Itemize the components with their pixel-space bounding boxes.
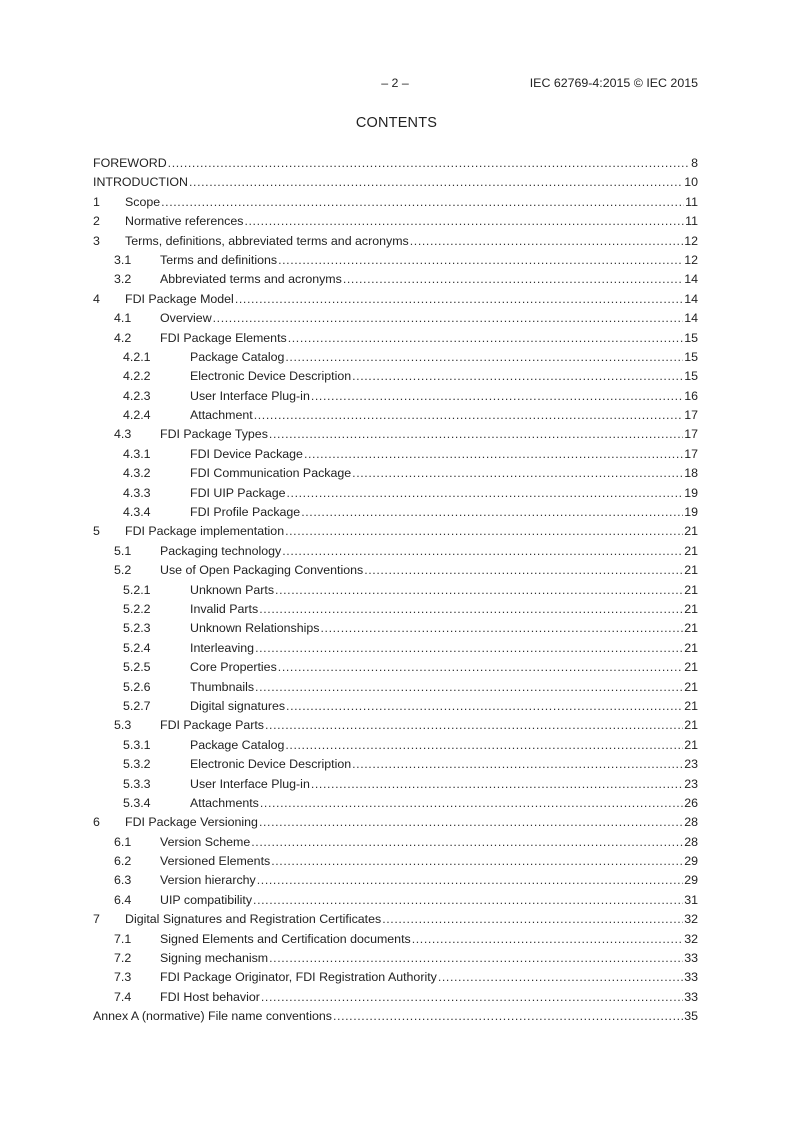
toc-entry-title: User Interface Plug-in: [190, 388, 310, 403]
toc-entry[interactable]: [93, 835, 698, 854]
dot-leader: [287, 486, 684, 500]
toc-entry-number: 4.1: [114, 311, 132, 326]
toc-entry-number: 4: [93, 291, 100, 306]
toc-entry-page: 21: [684, 524, 698, 539]
toc-entry[interactable]: [93, 389, 698, 408]
toc-entry-title: Version Scheme: [160, 834, 251, 849]
toc-entry-number: 5.3.4: [123, 795, 151, 810]
dot-leader: [285, 738, 683, 752]
dot-leader: [364, 563, 683, 577]
dot-leader: [311, 389, 683, 403]
toc-entry-number: 4.2: [114, 330, 132, 345]
toc-entry-title: Scope: [125, 194, 161, 209]
toc-entry[interactable]: [93, 253, 698, 272]
toc-entry-number: 6.1: [114, 834, 132, 849]
toc-entry[interactable]: [93, 932, 698, 951]
toc-entry-number: 4.3: [114, 427, 132, 442]
toc-entry-page: 16: [684, 388, 698, 403]
toc-entry-title: Attachments: [190, 795, 259, 810]
toc-entry-title: Electronic Device Description: [190, 369, 352, 384]
toc-entry-page: 21: [684, 718, 698, 733]
toc-entry-title: FDI Package Versioning: [125, 815, 258, 830]
toc-entry[interactable]: [93, 660, 698, 679]
toc-entry-page: 11: [685, 194, 698, 209]
toc-entry-title: Unknown Relationships: [190, 621, 320, 636]
toc-entry-page: 12: [684, 252, 698, 267]
toc-entry[interactable]: [93, 156, 698, 175]
toc-entry-title: Unknown Parts: [190, 582, 275, 597]
toc-entry-number: 5.2.2: [123, 601, 151, 616]
toc-entry-number: 2: [93, 214, 100, 229]
toc-entry-page: 23: [684, 776, 698, 791]
toc-entry[interactable]: [93, 234, 698, 253]
dot-leader: [321, 621, 684, 635]
dot-leader: [189, 175, 683, 189]
toc-entry-title: FDI Package Originator, FDI Registration Authority: [160, 970, 437, 985]
toc-entry-title: Thumbnails: [190, 679, 255, 694]
toc-entry-page: 14: [684, 272, 698, 287]
toc-entry[interactable]: [93, 331, 698, 350]
dot-leader: [275, 583, 683, 597]
toc-entry-number: 5: [93, 524, 100, 539]
toc-entry[interactable]: [93, 602, 698, 621]
dot-leader: [260, 796, 683, 810]
toc-entry-page: 21: [684, 621, 698, 636]
toc-entry-page: 15: [684, 369, 698, 384]
toc-entry[interactable]: [93, 195, 698, 214]
toc-entry-title: Attachment: [190, 408, 253, 423]
toc-entry-number: 1: [93, 194, 100, 209]
contents-title: CONTENTS: [355, 115, 438, 131]
dot-leader: [278, 253, 683, 267]
toc-entry[interactable]: [93, 815, 698, 834]
toc-entry-page: 31: [684, 892, 698, 907]
toc-entry-number: 7.2: [114, 951, 132, 966]
toc-entry-title: FDI Package Parts: [160, 718, 264, 733]
toc-entry[interactable]: [93, 524, 698, 543]
toc-entry-title: Core Properties: [190, 660, 277, 675]
dot-leader: [213, 311, 684, 325]
toc-entry[interactable]: [93, 427, 698, 446]
dot-leader: [333, 1009, 683, 1023]
toc-entry[interactable]: [93, 214, 698, 233]
page-number: – 2 –: [381, 76, 409, 90]
toc-entry-title: Abbreviated terms and acronyms: [160, 272, 342, 287]
toc-entry-number: 6.2: [114, 854, 132, 869]
toc-entry[interactable]: [93, 311, 698, 330]
toc-entry-page: 18: [684, 466, 698, 481]
toc-entry[interactable]: [93, 893, 698, 912]
toc-entry-title: FDI Profile Package: [190, 505, 301, 520]
toc-entry-page: 10: [684, 175, 698, 190]
toc-entry-number: 4.3.3: [123, 485, 151, 500]
dot-leader: [269, 951, 683, 965]
toc-entry[interactable]: [93, 873, 698, 892]
toc-entry-page: 21: [684, 601, 698, 616]
dot-leader: [265, 718, 683, 732]
toc-entry-page: 15: [684, 349, 698, 364]
toc-entry-number: 5.2.7: [123, 698, 151, 713]
toc-entry-number: 4.2.3: [123, 388, 151, 403]
toc-entry-title: Digital signatures: [190, 698, 286, 713]
toc-entry-number: 5.2.6: [123, 679, 151, 694]
toc-entry-number: 4.3.1: [123, 446, 151, 461]
dot-leader: [304, 447, 683, 461]
toc-entry[interactable]: [93, 699, 698, 718]
toc-entry-title: Terms, definitions, abbreviated terms and acronyms: [125, 233, 409, 248]
toc-entry[interactable]: [93, 854, 698, 873]
toc-entry-page: 33: [684, 951, 698, 966]
table-of-contents: [93, 156, 698, 1029]
toc-entry-title: INTRODUCTION: [93, 175, 188, 190]
toc-entry-page: 17: [684, 408, 698, 423]
toc-entry-title: Package Catalog: [190, 349, 285, 364]
toc-entry-page: 33: [684, 970, 698, 985]
toc-entry-number: 7.3: [114, 970, 132, 985]
toc-entry[interactable]: [93, 796, 698, 815]
toc-entry-title: FDI Package implementation: [125, 524, 285, 539]
dot-leader: [257, 873, 683, 887]
toc-entry-title: Signing mechanism: [160, 951, 269, 966]
toc-entry-page: 21: [684, 679, 698, 694]
toc-entry-title: User Interface Plug-in: [190, 776, 310, 791]
toc-entry-number: 4.3.4: [123, 505, 151, 520]
toc-entry-page: 14: [684, 291, 698, 306]
toc-entry-number: 6: [93, 815, 100, 830]
toc-entry[interactable]: [93, 350, 698, 369]
dot-leader: [255, 680, 683, 694]
toc-entry[interactable]: [93, 718, 698, 737]
toc-entry-number: 5.3.3: [123, 776, 151, 791]
dot-leader: [352, 369, 683, 383]
toc-entry-title: Annex A (normative) File name conventions: [93, 1009, 332, 1024]
toc-entry-title: UIP compatibility: [160, 892, 253, 907]
dot-leader: [269, 427, 683, 441]
toc-entry-number: 7: [93, 912, 100, 927]
toc-entry-page: 28: [684, 834, 698, 849]
toc-entry-title: FOREWORD: [93, 156, 167, 170]
toc-entry[interactable]: [93, 1009, 698, 1028]
toc-entry-number: 3: [93, 233, 100, 248]
toc-entry-page: 19: [684, 485, 698, 500]
dot-leader: [254, 408, 684, 422]
toc-entry-page: 21: [684, 737, 698, 752]
dot-leader: [301, 505, 683, 519]
toc-entry[interactable]: [93, 951, 698, 970]
toc-entry-number: 5.3.2: [123, 757, 151, 772]
dot-leader: [161, 195, 684, 209]
toc-entry-page: 29: [684, 873, 698, 888]
dot-leader: [244, 214, 684, 228]
dot-leader: [253, 893, 683, 907]
dot-leader: [282, 544, 683, 558]
dot-leader: [259, 602, 683, 616]
dot-leader: [271, 854, 683, 868]
toc-entry-title: Invalid Parts: [190, 601, 259, 616]
toc-entry-page: 19: [684, 505, 698, 520]
toc-entry-number: 4.3.2: [123, 466, 151, 481]
toc-entry-number: 4.2.1: [123, 349, 151, 364]
toc-entry-title: FDI UIP Package: [190, 485, 286, 500]
toc-entry-title: Versioned Elements: [160, 854, 271, 869]
toc-entry-page: 15: [684, 330, 698, 345]
toc-entry-title: Digital Signatures and Registration Certificates: [125, 912, 382, 927]
toc-entry-page: 17: [684, 427, 698, 442]
toc-entry-number: 5.2.1: [123, 582, 151, 597]
toc-entry-page: 23: [684, 757, 698, 772]
toc-entry-page: 17: [684, 446, 698, 461]
toc-entry[interactable]: [93, 466, 698, 485]
toc-entry[interactable]: [93, 912, 698, 931]
toc-entry-title: Package Catalog: [190, 737, 285, 752]
toc-entry-number: 7.4: [114, 989, 132, 1004]
dot-leader: [255, 641, 683, 655]
toc-entry-page: 12: [684, 233, 698, 248]
toc-entry-number: 4.2.4: [123, 408, 151, 423]
standard-reference: IEC 62769-4:2015 © IEC 2015: [529, 76, 698, 90]
toc-entry[interactable]: [93, 563, 698, 582]
toc-entry-number: 5.2.3: [123, 621, 151, 636]
dot-leader: [382, 912, 683, 926]
toc-entry-number: 7.1: [114, 931, 132, 946]
toc-entry-title: Packaging technology: [160, 543, 282, 558]
toc-entry-title: Use of Open Packaging Conventions: [160, 563, 364, 578]
toc-entry-page: 26: [684, 795, 698, 810]
toc-entry-number: 5.1: [114, 543, 132, 558]
toc-entry-number: 4.2.2: [123, 369, 151, 384]
toc-entry-title: FDI Device Package: [190, 446, 303, 461]
toc-entry-page: 32: [684, 931, 698, 946]
toc-entry[interactable]: [93, 621, 698, 640]
toc-entry-page: 21: [684, 563, 698, 578]
toc-entry[interactable]: [93, 990, 698, 1009]
toc-entry-title: Terms and definitions: [160, 252, 278, 267]
dot-leader: [352, 466, 683, 480]
toc-entry[interactable]: [93, 272, 698, 291]
toc-entry-page: 32: [684, 912, 698, 927]
toc-entry-page: 21: [684, 543, 698, 558]
toc-entry-title: Normative references: [125, 214, 244, 229]
toc-entry-page: 14: [684, 311, 698, 326]
toc-entry-number: 3.2: [114, 272, 132, 287]
toc-entry-title: Overview: [160, 311, 212, 326]
toc-entry-title: Interleaving: [190, 640, 255, 655]
toc-entry[interactable]: [93, 175, 698, 194]
toc-entry[interactable]: [93, 486, 698, 505]
toc-entry-page: 28: [684, 815, 698, 830]
toc-entry[interactable]: [93, 505, 698, 524]
dot-leader: [259, 815, 683, 829]
toc-entry-page: 21: [684, 660, 698, 675]
toc-entry-number: 5.3.1: [123, 737, 151, 752]
toc-entry[interactable]: [93, 447, 698, 466]
toc-entry[interactable]: [93, 641, 698, 660]
toc-entry[interactable]: [93, 777, 698, 796]
toc-entry-number: 5.2.5: [123, 660, 151, 675]
toc-entry-title: FDI Package Model: [125, 291, 234, 306]
dot-leader: [278, 660, 683, 674]
toc-entry-title: Signed Elements and Certification documents: [160, 931, 411, 946]
dot-leader: [352, 757, 683, 771]
toc-entry[interactable]: [93, 738, 698, 757]
toc-entry-title: Version hierarchy: [160, 873, 256, 888]
toc-entry[interactable]: [93, 292, 698, 311]
toc-entry-number: 5.2.4: [123, 640, 151, 655]
toc-entry-title: FDI Communication Package: [190, 466, 352, 481]
toc-entry[interactable]: [93, 757, 698, 776]
dot-leader: [251, 835, 683, 849]
dot-leader: [288, 331, 683, 345]
toc-entry-page: 21: [684, 582, 698, 597]
toc-entry[interactable]: [93, 680, 698, 699]
toc-entry-title: FDI Package Types: [160, 427, 268, 442]
dot-leader: [285, 524, 683, 538]
toc-entry-page: 11: [685, 214, 698, 229]
toc-entry[interactable]: [93, 544, 698, 563]
toc-entry-page: 21: [684, 698, 698, 713]
toc-entry-number: 3.1: [114, 252, 132, 267]
toc-entry[interactable]: [93, 408, 698, 427]
dot-leader: [168, 156, 690, 170]
toc-entry[interactable]: [93, 583, 698, 602]
toc-entry-page: 29: [684, 854, 698, 869]
toc-entry-title: Electronic Device Description: [190, 757, 352, 772]
dot-leader: [412, 932, 683, 946]
dot-leader: [410, 234, 683, 248]
toc-entry-page: 33: [684, 989, 698, 1004]
toc-entry-page: 8: [691, 156, 698, 170]
toc-entry-number: 6.3: [114, 873, 132, 888]
toc-entry[interactable]: [93, 970, 698, 989]
dot-leader: [235, 292, 683, 306]
dot-leader: [311, 777, 683, 791]
dot-leader: [261, 990, 683, 1004]
toc-entry-page: 35: [684, 1009, 698, 1024]
toc-entry-number: 5.3: [114, 718, 132, 733]
toc-entry-number: 6.4: [114, 892, 132, 907]
toc-entry-title: FDI Host behavior: [160, 989, 260, 1004]
toc-entry-title: FDI Package Elements: [160, 330, 287, 345]
dot-leader: [343, 272, 683, 286]
dot-leader: [438, 970, 683, 984]
dot-leader: [286, 699, 683, 713]
toc-entry-page: 21: [684, 640, 698, 655]
dot-leader: [285, 350, 683, 364]
toc-entry-number: 5.2: [114, 563, 132, 578]
toc-entry[interactable]: [93, 369, 698, 388]
